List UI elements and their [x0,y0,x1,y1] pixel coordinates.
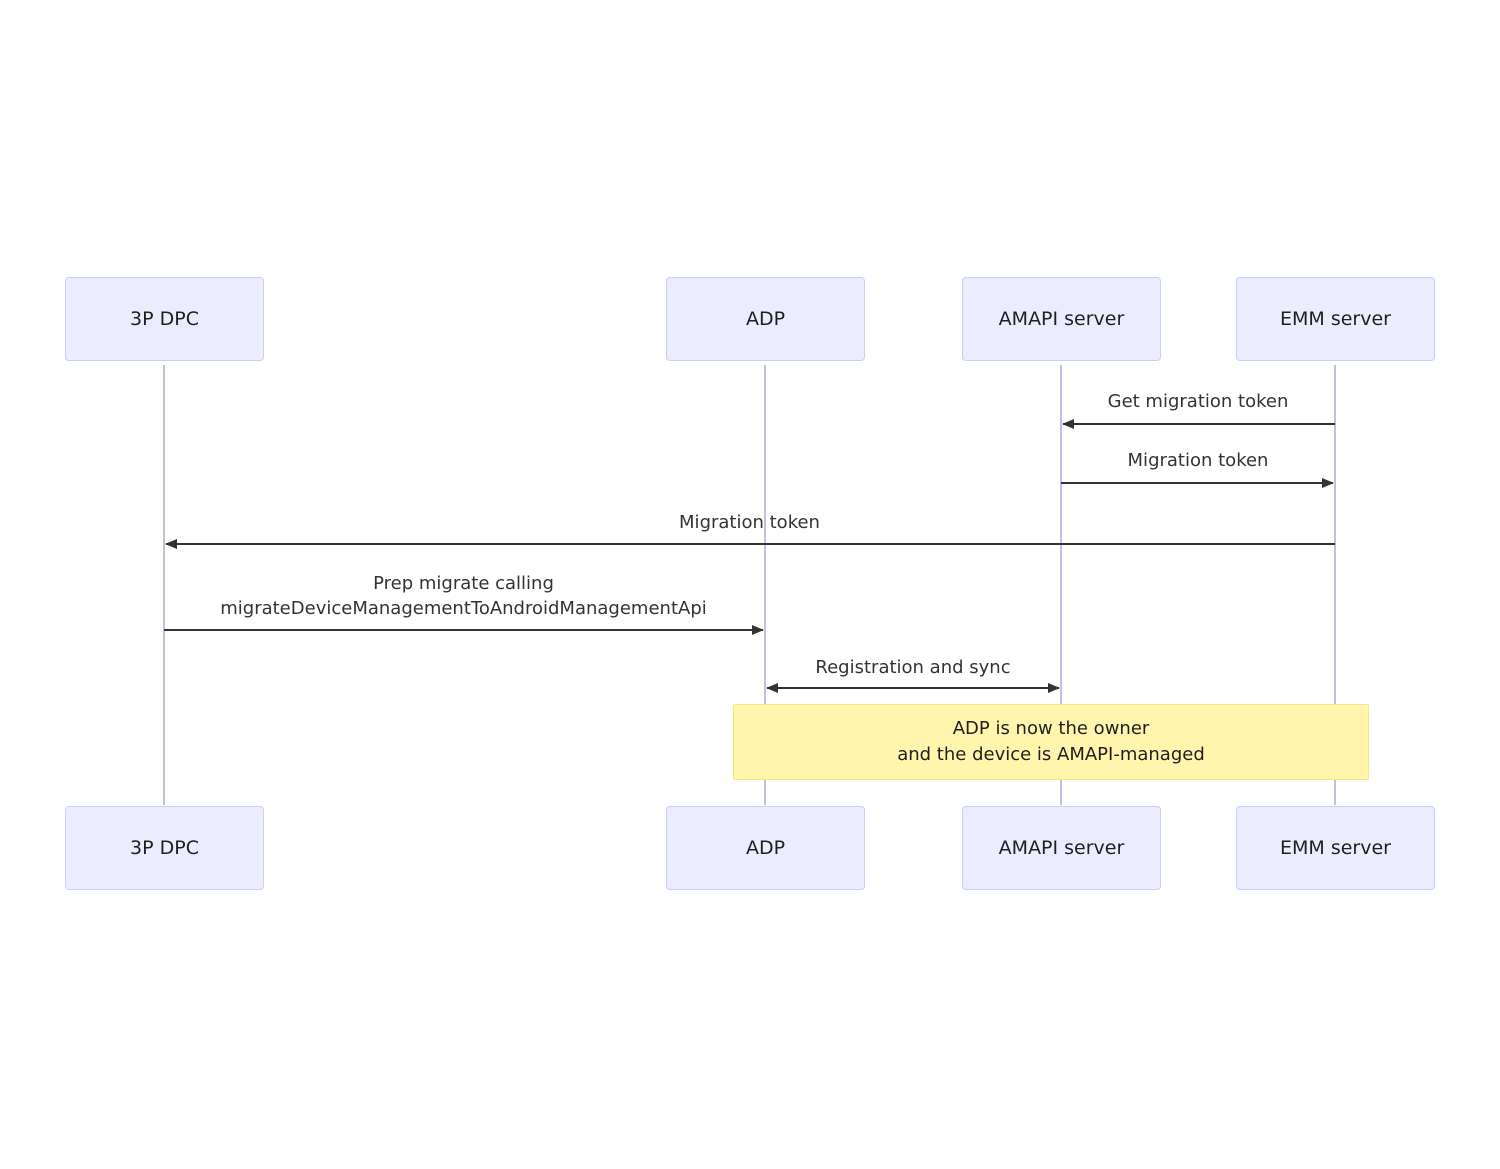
note-line-2: and the device is AMAPI-managed [897,744,1205,765]
message-label-prep-migrate-line1: Prep migrate calling [373,573,554,594]
actor-label: ADP [745,837,786,859]
message-label-prep-migrate-line2: migrateDeviceManagementToAndroidManagementApi [220,598,707,619]
actor-bottom-3p-dpc [65,806,264,890]
actor-top-3p-dpc [65,277,264,361]
actor-bottom-adp [666,806,865,890]
actor-label: AMAPI server [998,308,1125,330]
actor-label: EMM server [1280,308,1391,330]
actor-label: AMAPI server [998,837,1125,859]
actor-bottom-amapi-server [962,806,1161,890]
actor-label: 3P DPC [130,308,199,330]
actor-label: ADP [745,308,786,330]
message-label-registration-and-sync: Registration and sync [815,657,1011,678]
message-label-migration-token-to-emm: Migration token [1127,450,1269,471]
actor-bottom-emm-server [1236,806,1435,890]
actor-label: 3P DPC [130,837,199,859]
actor-top-adp [666,277,865,361]
message-label-get-migration-token: Get migration token [1107,391,1289,412]
note-line-1: ADP is now the owner [952,717,1150,739]
actor-top-amapi-server [962,277,1161,361]
actor-top-emm-server [1236,277,1435,361]
actor-label: EMM server [1280,837,1391,859]
message-label-migration-token-to-dpc: Migration token [679,512,820,533]
note-adp-owner [733,704,1369,780]
